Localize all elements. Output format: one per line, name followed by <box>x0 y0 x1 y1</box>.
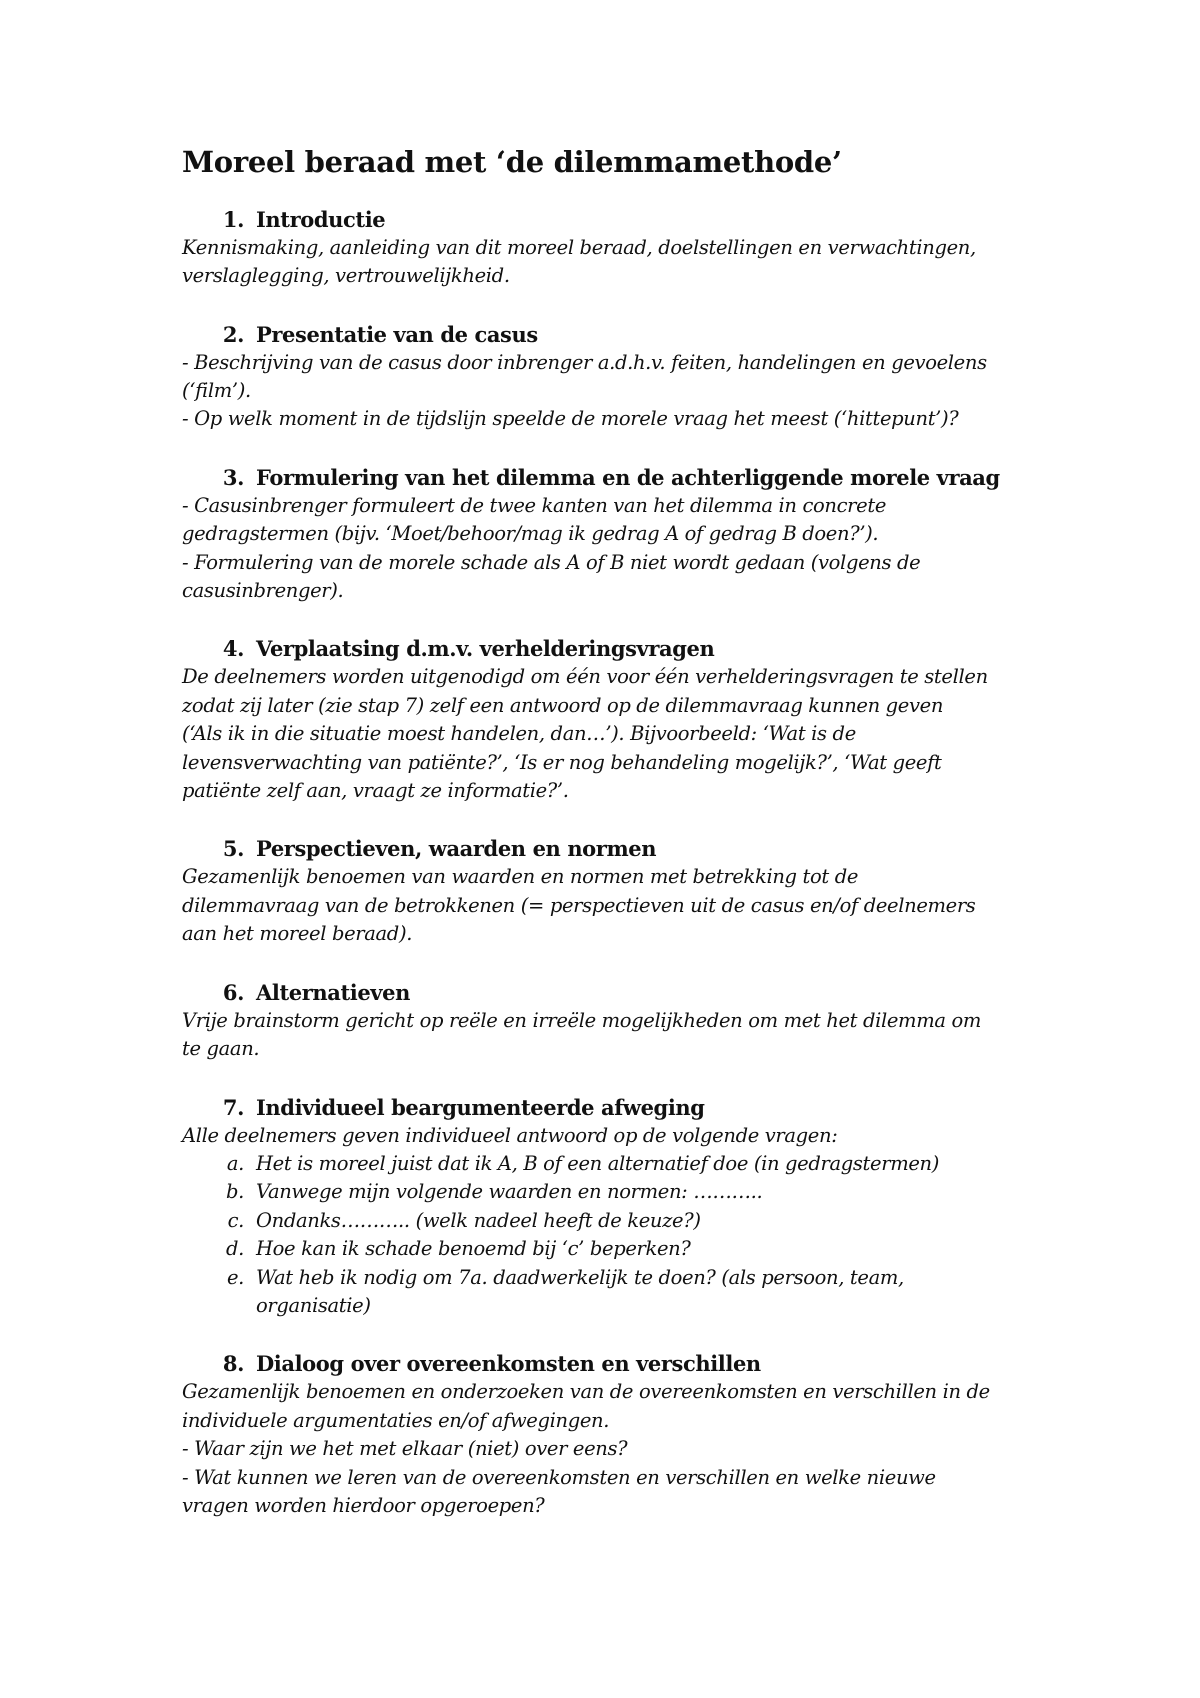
section-body: Gezamenlijk benoemen en onderzoeken van de overeenkomsten en verschillen in de individuele argumentaties en/of afwegingen. - Waar zijn we het met elkaar (niet) over eens? - Wat kunnen we leren van de overeenkomsten en verschillen en welke nieuwe vragen worden hierdoor opgeroepen? <box>182 1380 990 1517</box>
list-item-letter: a. <box>226 1151 244 1175</box>
section-title: Introductie <box>256 206 386 232</box>
section-number: 6. <box>222 979 244 1005</box>
section-heading <box>182 1350 1062 1378</box>
section-number: 5. <box>222 836 244 862</box>
section-number: 8. <box>222 1351 244 1377</box>
section-number: 7. <box>222 1094 244 1120</box>
section-heading <box>182 321 1062 349</box>
section-number: 4. <box>222 636 244 662</box>
question-list <box>182 1150 1062 1320</box>
section-number: 1. <box>222 206 244 232</box>
list-item-text: Ondanks……….. (welk nadeel heeft de keuze?) <box>256 1208 701 1232</box>
section-perspectieven <box>182 835 1062 948</box>
section-body: Gezamenlijk benoemen van waarden en normen met betrekking tot de dilemmavraag van de betrokkenen (= perspectieven uit de casus en/of deelnemers aan het moreel beraad). <box>182 865 976 946</box>
section-heading <box>182 1094 1062 1122</box>
section-body: Alle deelnemers geven individueel antwoord op de volgende vragen: <box>182 1123 838 1147</box>
section-heading <box>182 464 1062 492</box>
section-heading <box>182 635 1062 663</box>
list-item-text: Vanwege mijn volgende waarden en normen: ……….. <box>256 1180 763 1204</box>
section-title: Formulering van het dilemma en de achterliggende morele vraag <box>256 464 1000 490</box>
list-item-letter: b. <box>226 1180 244 1204</box>
section-title: Alternatieven <box>256 979 410 1005</box>
section-body: - Beschrijving van de casus door inbrenger a.d.h.v. feiten, handelingen en gevoelens (‘film’). - Op welk moment in de tijdslijn speelde de morele vraag het meest (‘hittepunt’)? <box>182 350 987 431</box>
page-title: Moreel beraad met ‘de dilemmamethode’ <box>182 145 842 179</box>
section-heading <box>182 206 1062 234</box>
section-number: 2. <box>222 321 244 347</box>
section-title: Perspectieven, waarden en normen <box>256 836 657 862</box>
document-page <box>182 145 1062 1550</box>
list-item <box>182 1264 1062 1321</box>
section-body: Vrije brainstorm gericht op reële en irreële mogelijkheden om met het dilemma om te gaan. <box>182 1008 981 1061</box>
list-item-letter: c. <box>227 1208 244 1232</box>
section-number: 3. <box>222 464 244 490</box>
section-title: Presentatie van de casus <box>256 321 538 347</box>
list-item <box>182 1150 1062 1178</box>
section-introductie <box>182 206 1062 291</box>
list-item-text: Wat heb ik nodig om 7a. daadwerkelijk te doen? (als persoon, team, organisatie) <box>256 1265 904 1317</box>
list-item-letter: d. <box>226 1237 244 1261</box>
section-formulering <box>182 464 1062 606</box>
section-title: Dialoog over overeenkomsten en verschillen <box>256 1351 761 1377</box>
list-item <box>182 1207 1062 1235</box>
list-item-text: Het is moreel juist dat ik A, B of een alternatief doe (in gedragstermen) <box>256 1151 939 1175</box>
list-item <box>182 1235 1062 1263</box>
section-heading <box>182 835 1062 863</box>
section-alternatieven <box>182 979 1062 1064</box>
section-title: Individueel beargumenteerde afweging <box>256 1094 705 1120</box>
section-afweging <box>182 1094 1062 1321</box>
section-dialoog <box>182 1350 1062 1520</box>
section-title: Verplaatsing d.m.v. verhelderingsvragen <box>256 636 715 662</box>
list-item-letter: e. <box>226 1265 244 1289</box>
section-verplaatsing <box>182 635 1062 805</box>
list-item <box>182 1178 1062 1206</box>
section-presentatie <box>182 321 1062 434</box>
section-body: Kennismaking, aanleiding van dit moreel beraad, doelstellingen en verwachtingen, verslaglegging, vertrouwelijkheid. <box>182 235 976 288</box>
section-body: - Casusinbrenger formuleert de twee kanten van het dilemma in concrete gedragstermen (bijv. ‘Moet/behoor/mag ik gedrag A of gedrag B doen?’). - Formulering van de morele schade als A of B niet wordt gedaan (volgens de casusinbrenger). <box>182 493 921 603</box>
section-heading <box>182 979 1062 1007</box>
section-body: De deelnemers worden uitgenodigd om één voor één verhelderingsvragen te stellen zodat zij later (zie stap 7) zelf een antwoord op de dilemmavraag kunnen geven (‘Als ik in die situatie moest handelen, dan…’). Bijvoorbeeld: ‘Wat is de levensverwachting van patiënte?’, ‘Is er nog behandeling mogelijk?’, ‘Wat geeft patiënte zelf aan, vraagt ze informatie?’. <box>182 665 988 803</box>
list-item-text: Hoe kan ik schade benoemd bij ‘c’ beperken? <box>256 1237 691 1261</box>
